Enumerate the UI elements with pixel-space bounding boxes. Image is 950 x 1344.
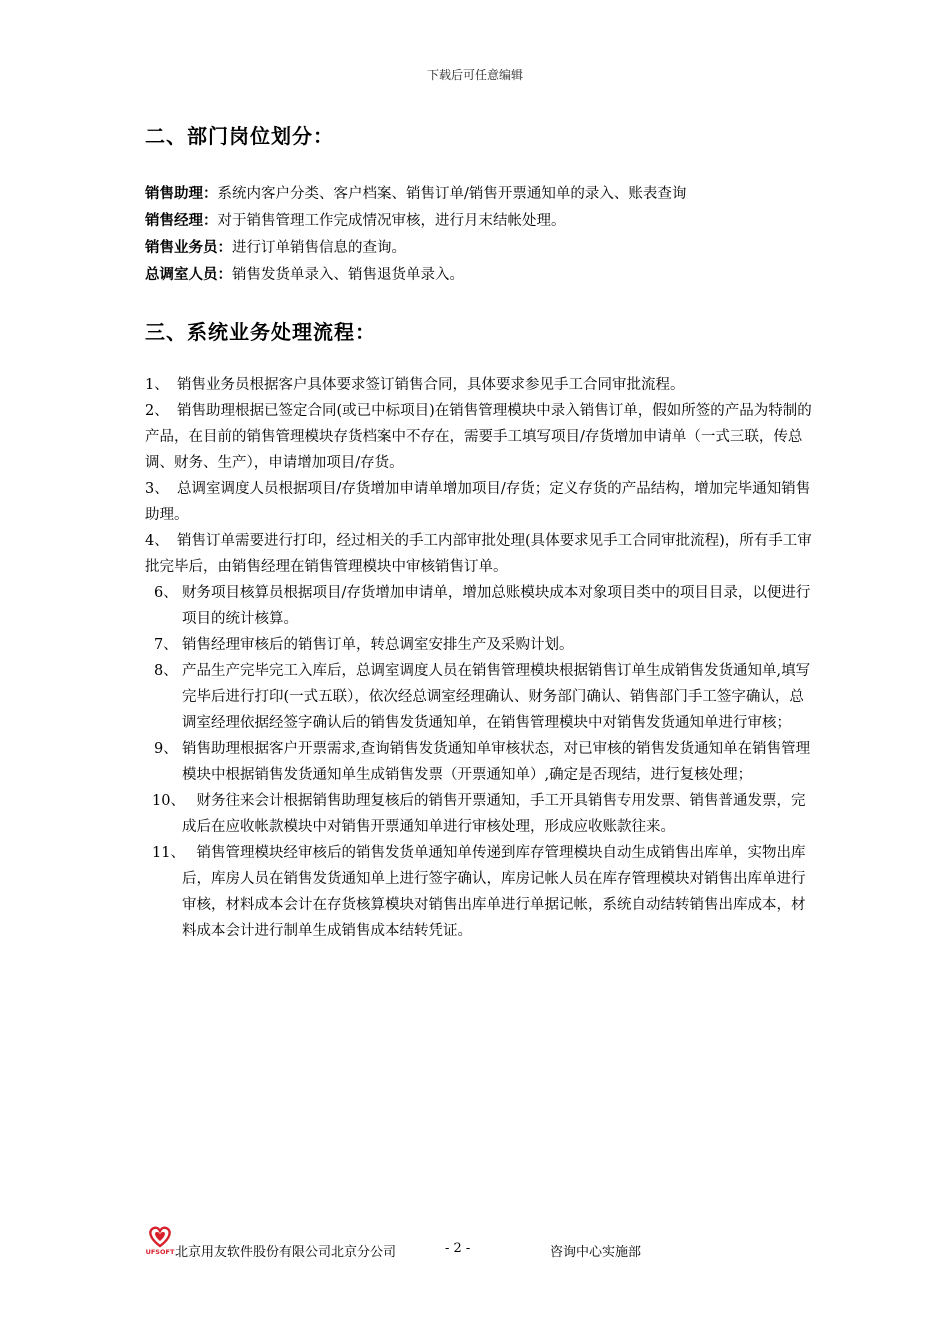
step-number: 10、 bbox=[152, 793, 185, 809]
role-row-dispatch-staff bbox=[145, 262, 825, 289]
role-name: 销售经理： bbox=[145, 213, 218, 229]
section-title-departments: 二、部门岗位划分： bbox=[145, 124, 334, 148]
step-number: 9、 bbox=[154, 741, 178, 757]
step-item bbox=[145, 398, 817, 476]
step-item bbox=[145, 528, 817, 580]
step-item bbox=[145, 580, 817, 632]
step-number: 11、 bbox=[152, 845, 185, 861]
footer-company: 北京用友软件股份有限公司北京分公司 bbox=[175, 1245, 397, 1260]
workflow-steps bbox=[145, 372, 817, 944]
role-row-sales-assistant bbox=[145, 181, 825, 208]
step-text: 财务项目核算员根据项目/存货增加申请单，增加总账模块成本对象项目类中的项目目录，以便进行项目的统计核算。 bbox=[182, 585, 811, 627]
step-item bbox=[145, 736, 817, 788]
step-number: 8、 bbox=[154, 663, 178, 679]
header-note: 下载后可任意编辑 bbox=[426, 68, 523, 82]
role-name: 总调室人员： bbox=[145, 267, 232, 283]
role-desc: 进行订单销售信息的查询。 bbox=[232, 240, 406, 256]
step-text: 销售业务员根据客户具体要求签订销售合同，具体要求参见手工合同审批流程。 bbox=[177, 377, 685, 393]
footer-department: 咨询中心实施部 bbox=[550, 1245, 642, 1260]
role-row-sales-manager bbox=[145, 208, 825, 235]
step-item bbox=[145, 372, 817, 398]
step-number: 7、 bbox=[154, 637, 178, 653]
step-text: 销售助理根据已签定合同(或已中标项目)在销售管理模块中录入销售订单，假如所签的产品为特制的产品，在目前的销售管理模块存货档案中不存在，需要手工填写项目/存货增加申请单（一式三联，传总调、财务、生产），申请增加项目/存货。 bbox=[145, 403, 812, 471]
step-text: 财务往来会计根据销售助理复核后的销售开票通知，手工开具销售专用发票、销售普通发票，完成后在应收帐款模块中对销售开票通知单进行审核处理，形成应收账款往来。 bbox=[182, 793, 806, 835]
role-name: 销售业务员： bbox=[145, 240, 232, 256]
step-item bbox=[145, 840, 817, 944]
step-text: 销售订单需要进行打印，经过相关的手工内部审批处理(具体要求见手工合同审批流程)，所有手工审批完毕后，由销售经理在销售管理模块中审核销售订单。 bbox=[145, 533, 812, 575]
step-text: 销售助理根据客户开票需求,查询销售发货通知单审核状态，对已审核的销售发货通知单在销售管理模块中根据销售发货通知单生成销售发票（开票通知单）,确定是否现结，进行复核处理； bbox=[182, 741, 811, 783]
ufsoft-logo-icon bbox=[145, 1224, 175, 1256]
logo-text: UFSOFT bbox=[145, 1248, 175, 1256]
role-desc: 对于销售管理工作完成情况审核，进行月末结帐处理。 bbox=[217, 213, 566, 229]
role-desc: 销售发货单录入、销售退货单录入。 bbox=[232, 267, 464, 283]
step-text: 产品生产完毕完工入库后，总调室调度人员在销售管理模块根据销售订单生成销售发货通知单,填写完毕后进行打印(一式五联），依次经总调室经理确认、财务部门确认、销售部门手工签字确认，总调室经理依据经签字确认后的销售发货通知单，在销售管理模块中对销售发货通知单进行审核； bbox=[182, 663, 811, 731]
role-desc: 系统内客户分类、客户档案、销售订单/销售开票通知单的录入、账表查询 bbox=[217, 186, 687, 202]
step-number: 2、 bbox=[145, 403, 169, 419]
role-list bbox=[145, 181, 825, 289]
step-text: 销售管理模块经审核后的销售发货单通知单传递到库存管理模块自动生成销售出库单，实物出库后，库房人员在销售发货通知单上进行签字确认，库房记帐人员在库存管理模块对销售出库单进行审核，材料成本会计在存货核算模块对销售出库单进行单据记帐，系统自动结转销售出库成本，材料成本会计进行制单生成销售成本结转凭证。 bbox=[182, 845, 806, 939]
step-number: 1、 bbox=[145, 377, 169, 393]
step-number: 4、 bbox=[145, 533, 169, 549]
step-number: 3、 bbox=[145, 481, 169, 497]
role-name: 销售助理： bbox=[145, 186, 218, 202]
step-item bbox=[145, 476, 817, 528]
step-item bbox=[145, 632, 817, 658]
footer-page-number: - 2 - bbox=[445, 1241, 471, 1256]
page-footer bbox=[145, 1236, 825, 1266]
step-item bbox=[145, 788, 817, 840]
role-row-salesperson bbox=[145, 235, 825, 262]
step-number: 6、 bbox=[154, 585, 178, 601]
step-text: 总调室调度人员根据项目/存货增加申请单增加项目/存货；定义存货的产品结构，增加完毕通知销售助理。 bbox=[145, 481, 811, 523]
step-item bbox=[145, 658, 817, 736]
section-title-workflow: 三、系统业务处理流程： bbox=[145, 320, 376, 344]
step-text: 销售经理审核后的销售订单，转总调室安排生产及采购计划。 bbox=[182, 637, 574, 653]
